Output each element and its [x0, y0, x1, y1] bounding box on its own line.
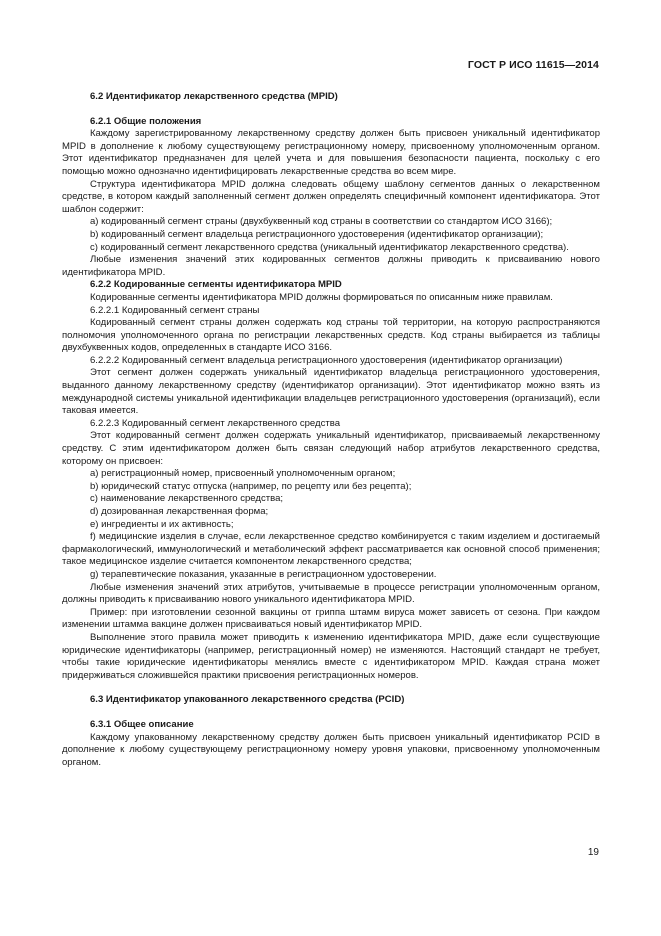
subsection-6-2-2-3-heading: 6.2.2.3 Кодированный сегмент лекарственного средства [90, 417, 340, 429]
list-item: а) регистрационный номер, присвоенный уполномоченным органом; [90, 468, 396, 480]
subsection-6-2-2-1-heading: 6.2.2.1 Кодированный сегмент страны [90, 304, 260, 316]
list-item: с) кодированный сегмент лекарственного средства (уникальный идентификатор лекарственного средства). [90, 241, 569, 253]
list-item: а) кодированный сегмент страны (двухбуквенный код страны в соответствии со стандартом ИСО 3166); [90, 216, 553, 228]
paragraph: Каждому упакованному лекарственному средству должен быть присвоен уникальный идентификатор PCID в дополнение к любому существующему регистрационному номеру уровня упаковки, присвоенному уполномоченным органом. [62, 731, 600, 768]
list-item: g) терапевтические показания, указанные в регистрационном удостоверении. [90, 568, 437, 580]
paragraph: Каждому зарегистрированному лекарственному средству должен быть присвоен уникальный идентификатор MPID в дополнение к любому существующему регистрационному номеру, присвоенному уполномоченным органом. Этот идентификатор предназначен для целей учета и для повышения безопасности пациента, поскольку с его помощью можно однозначно идентифицировать лекарственные средства во всем мире. [62, 128, 600, 177]
section-6-3-heading: 6.3 Идентификатор упакованного лекарственного средства (PCID) [90, 694, 405, 706]
list-item: е) ингредиенты и их активность; [90, 518, 234, 530]
list-item: b) кодированный сегмент владельца регистрационного удостоверения (идентификатор организации); [90, 228, 544, 240]
paragraph: Выполнение этого правила может приводить к изменению идентификатора MPID, даже если существующие юридические идентификаторы (например, регистрационный номер) не изменяются. Настоящий стандарт не требует, чтобы такие юридические идентификаторы менялись вместе с идентификатором MPID. Каждая страна может придерживаться сложившейся практики присвоения регистрационных номеров. [62, 631, 600, 681]
paragraph: Кодированные сегменты идентификатора MPID должны формироваться по описанным ниже правилам. [90, 291, 553, 303]
section-6-2-1-heading: 6.2.1 Общие положения [90, 115, 202, 127]
paragraph: Кодированный сегмент страны должен содержать код страны той территории, на которую распространяются полномочия уполномоченного органа по регистрации лекарственных средств. Код страны выбирается из таблицы двухбуквенных кодов, определенных в стандарте ИСО 3166. [62, 317, 600, 354]
paragraph: Этот сегмент должен содержать уникальный идентификатор владельца регистрационного удостоверения, выданного данному лекарственному средству (идентификатор организации). Этот идентификатор можно взять из международной системы уникальной идентификации владельцев регистрационного удостоверения (организаций), если таковая имеется. [62, 367, 600, 417]
list-item: f) медицинские изделия в случае, если лекарственное средство комбинируется с таким изделием и достигаемый фармакологический, иммунологический и метаболический эффект рассматривается как основной способ применения; такое медицинское изделие считается компонентом лекарственного средства; [62, 531, 600, 568]
section-6-2-2-heading: 6.2.2 Кодированные сегменты идентификатора MPID [90, 279, 342, 291]
list-item: d) дозированная лекарственная форма; [90, 506, 269, 517]
paragraph: Любые изменения значений этих кодированных сегментов должны приводить к присваиванию нового идентификатора MPID. [62, 254, 600, 278]
subsection-6-2-2-2-heading: 6.2.2.2 Кодированный сегмент владельца регистрационного удостоверения (идентификатор организации) [90, 354, 563, 366]
paragraph: Структура идентификатора MPID должна следовать общему шаблону сегментов данных о лекарственном средстве, в котором каждый заполненный сегмент должен определять специфичный компонент идентификатора. Этот шаблон содержит: [62, 178, 600, 215]
paragraph: Любые изменения значений этих атрибутов, учитываемые в процессе регистрации уполномоченным органом, должны приводить к присваиванию нового уникального идентификатора MPID. [62, 581, 600, 606]
section-6-3-1-heading: 6.3.1 Общее описание [90, 718, 194, 730]
list-item: b) юридический статус отпуска (например, по рецепту или без рецепта); [90, 480, 412, 492]
page-content [62, 91, 600, 769]
example-paragraph: Пример: при изготовлении сезонной вакцины от гриппа штамм вируса может зависеть от сезона. При каждом изменении штамма вакцине должен присваиваться новый идентификатор MPID. [62, 606, 600, 631]
standard-header: ГОСТ Р ИСО 11615—2014 [467, 59, 599, 71]
page-number: 19 [587, 847, 599, 858]
list-item: с) наименование лекарственного средства; [90, 493, 284, 505]
paragraph: Этот кодированный сегмент должен содержать уникальный идентификатор, присваиваемый лекарственному средству. С этим идентификатором должен быть связан следующий набор атрибутов лекарственного средства, которому он присвоен: [62, 430, 600, 467]
section-6-2-heading: 6.2 Идентификатор лекарственного средства (MPID) [90, 91, 338, 102]
